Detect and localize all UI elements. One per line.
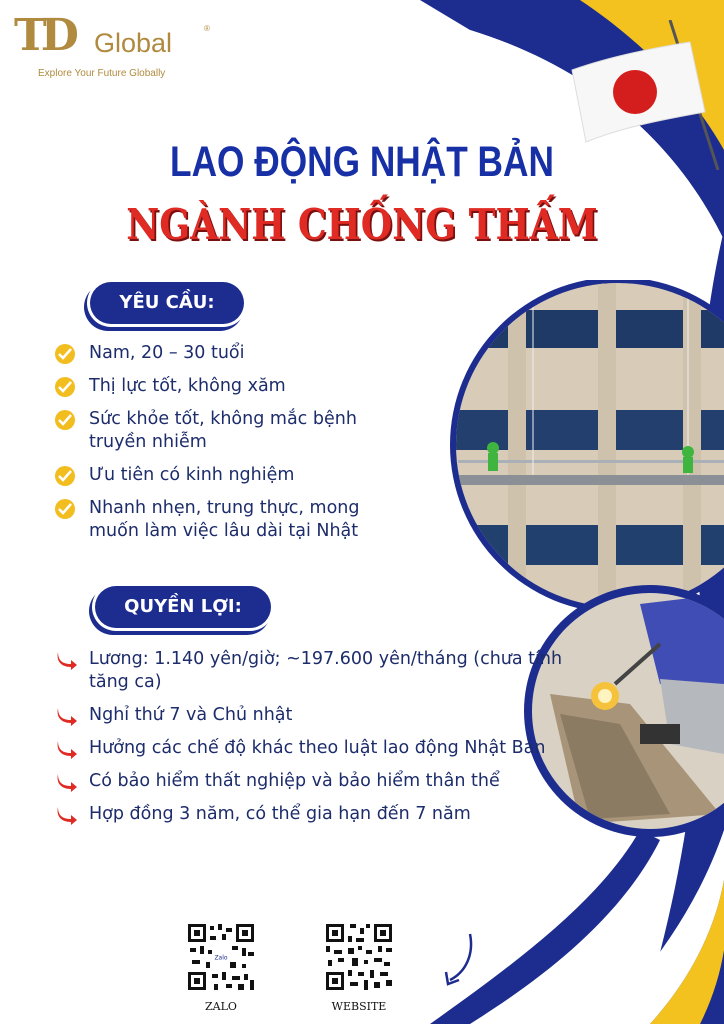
pointing-arrow-icon	[440, 930, 480, 990]
list-item	[55, 464, 385, 487]
website-qr-code[interactable]	[324, 922, 394, 992]
benefits-list	[55, 648, 575, 836]
list-item	[55, 648, 575, 694]
requirement-text: Thị lực tốt, không xăm	[89, 376, 286, 396]
checkmark-icon	[55, 344, 75, 364]
title-line-1: LAO ĐỘNG NHẬT BẢN	[170, 138, 554, 186]
checkmark-icon	[55, 466, 75, 486]
registered-mark: ®	[204, 24, 210, 33]
requirement-text: Nam, 20 – 30 tuổi	[89, 343, 245, 363]
curved-arrow-icon	[55, 649, 79, 671]
requirement-text: Ưu tiên có kinh nghiệm	[89, 465, 295, 485]
logo-wordmark: Global	[94, 28, 173, 58]
website-label: WEBSITE	[331, 1000, 387, 1013]
list-item	[55, 704, 575, 727]
curved-arrow-icon	[55, 738, 79, 760]
zalo-qr-code[interactable]	[186, 922, 256, 992]
curved-arrow-icon	[55, 804, 79, 826]
curved-arrow-icon	[55, 771, 79, 793]
list-item	[55, 497, 385, 543]
requirements-list	[55, 342, 385, 553]
benefit-text: Có bảo hiểm thất nghiệp và bảo hiểm thân thể	[89, 771, 500, 791]
checkmark-icon	[55, 499, 75, 519]
logo-tagline: Explore Your Future Globally	[38, 68, 166, 79]
list-item	[55, 770, 575, 793]
checkmark-icon	[55, 410, 75, 430]
list-item	[55, 737, 559, 760]
title-line-2: NGÀNH CHỐNG THẤM	[126, 200, 598, 249]
curved-arrow-icon	[55, 705, 79, 727]
benefit-text: Hưởng các chế độ khác theo luật lao động Nhật Bản	[89, 738, 546, 758]
brand-logo	[14, 10, 214, 86]
requirement-text: Nhanh nhẹn, trung thực, mong muốn làm việc lâu dài tại Nhật	[89, 498, 360, 541]
requirement-text: Sức khỏe tốt, không mắc bệnh truyền nhiễm	[89, 409, 357, 452]
benefit-text: Lương: 1.140 yên/giờ; ~197.600 yên/tháng (chưa tính tăng ca)	[89, 649, 563, 692]
logo-mark: TD	[14, 10, 73, 61]
building-workers-photo	[448, 280, 724, 610]
list-item	[55, 803, 575, 826]
list-item	[55, 342, 385, 365]
requirements-heading: YÊU CẦU:	[90, 282, 244, 324]
list-item	[55, 375, 385, 398]
checkmark-icon	[55, 377, 75, 397]
benefits-heading: QUYỀN LỢI:	[95, 586, 271, 628]
zalo-label: ZALO	[205, 1000, 237, 1013]
zalo-qr-center-text: Zalo	[214, 954, 228, 962]
benefit-text: Nghỉ thứ 7 và Chủ nhật	[89, 705, 293, 725]
list-item	[55, 408, 385, 454]
benefit-text: Hợp đồng 3 năm, có thể gia hạn đến 7 năm	[89, 804, 471, 824]
